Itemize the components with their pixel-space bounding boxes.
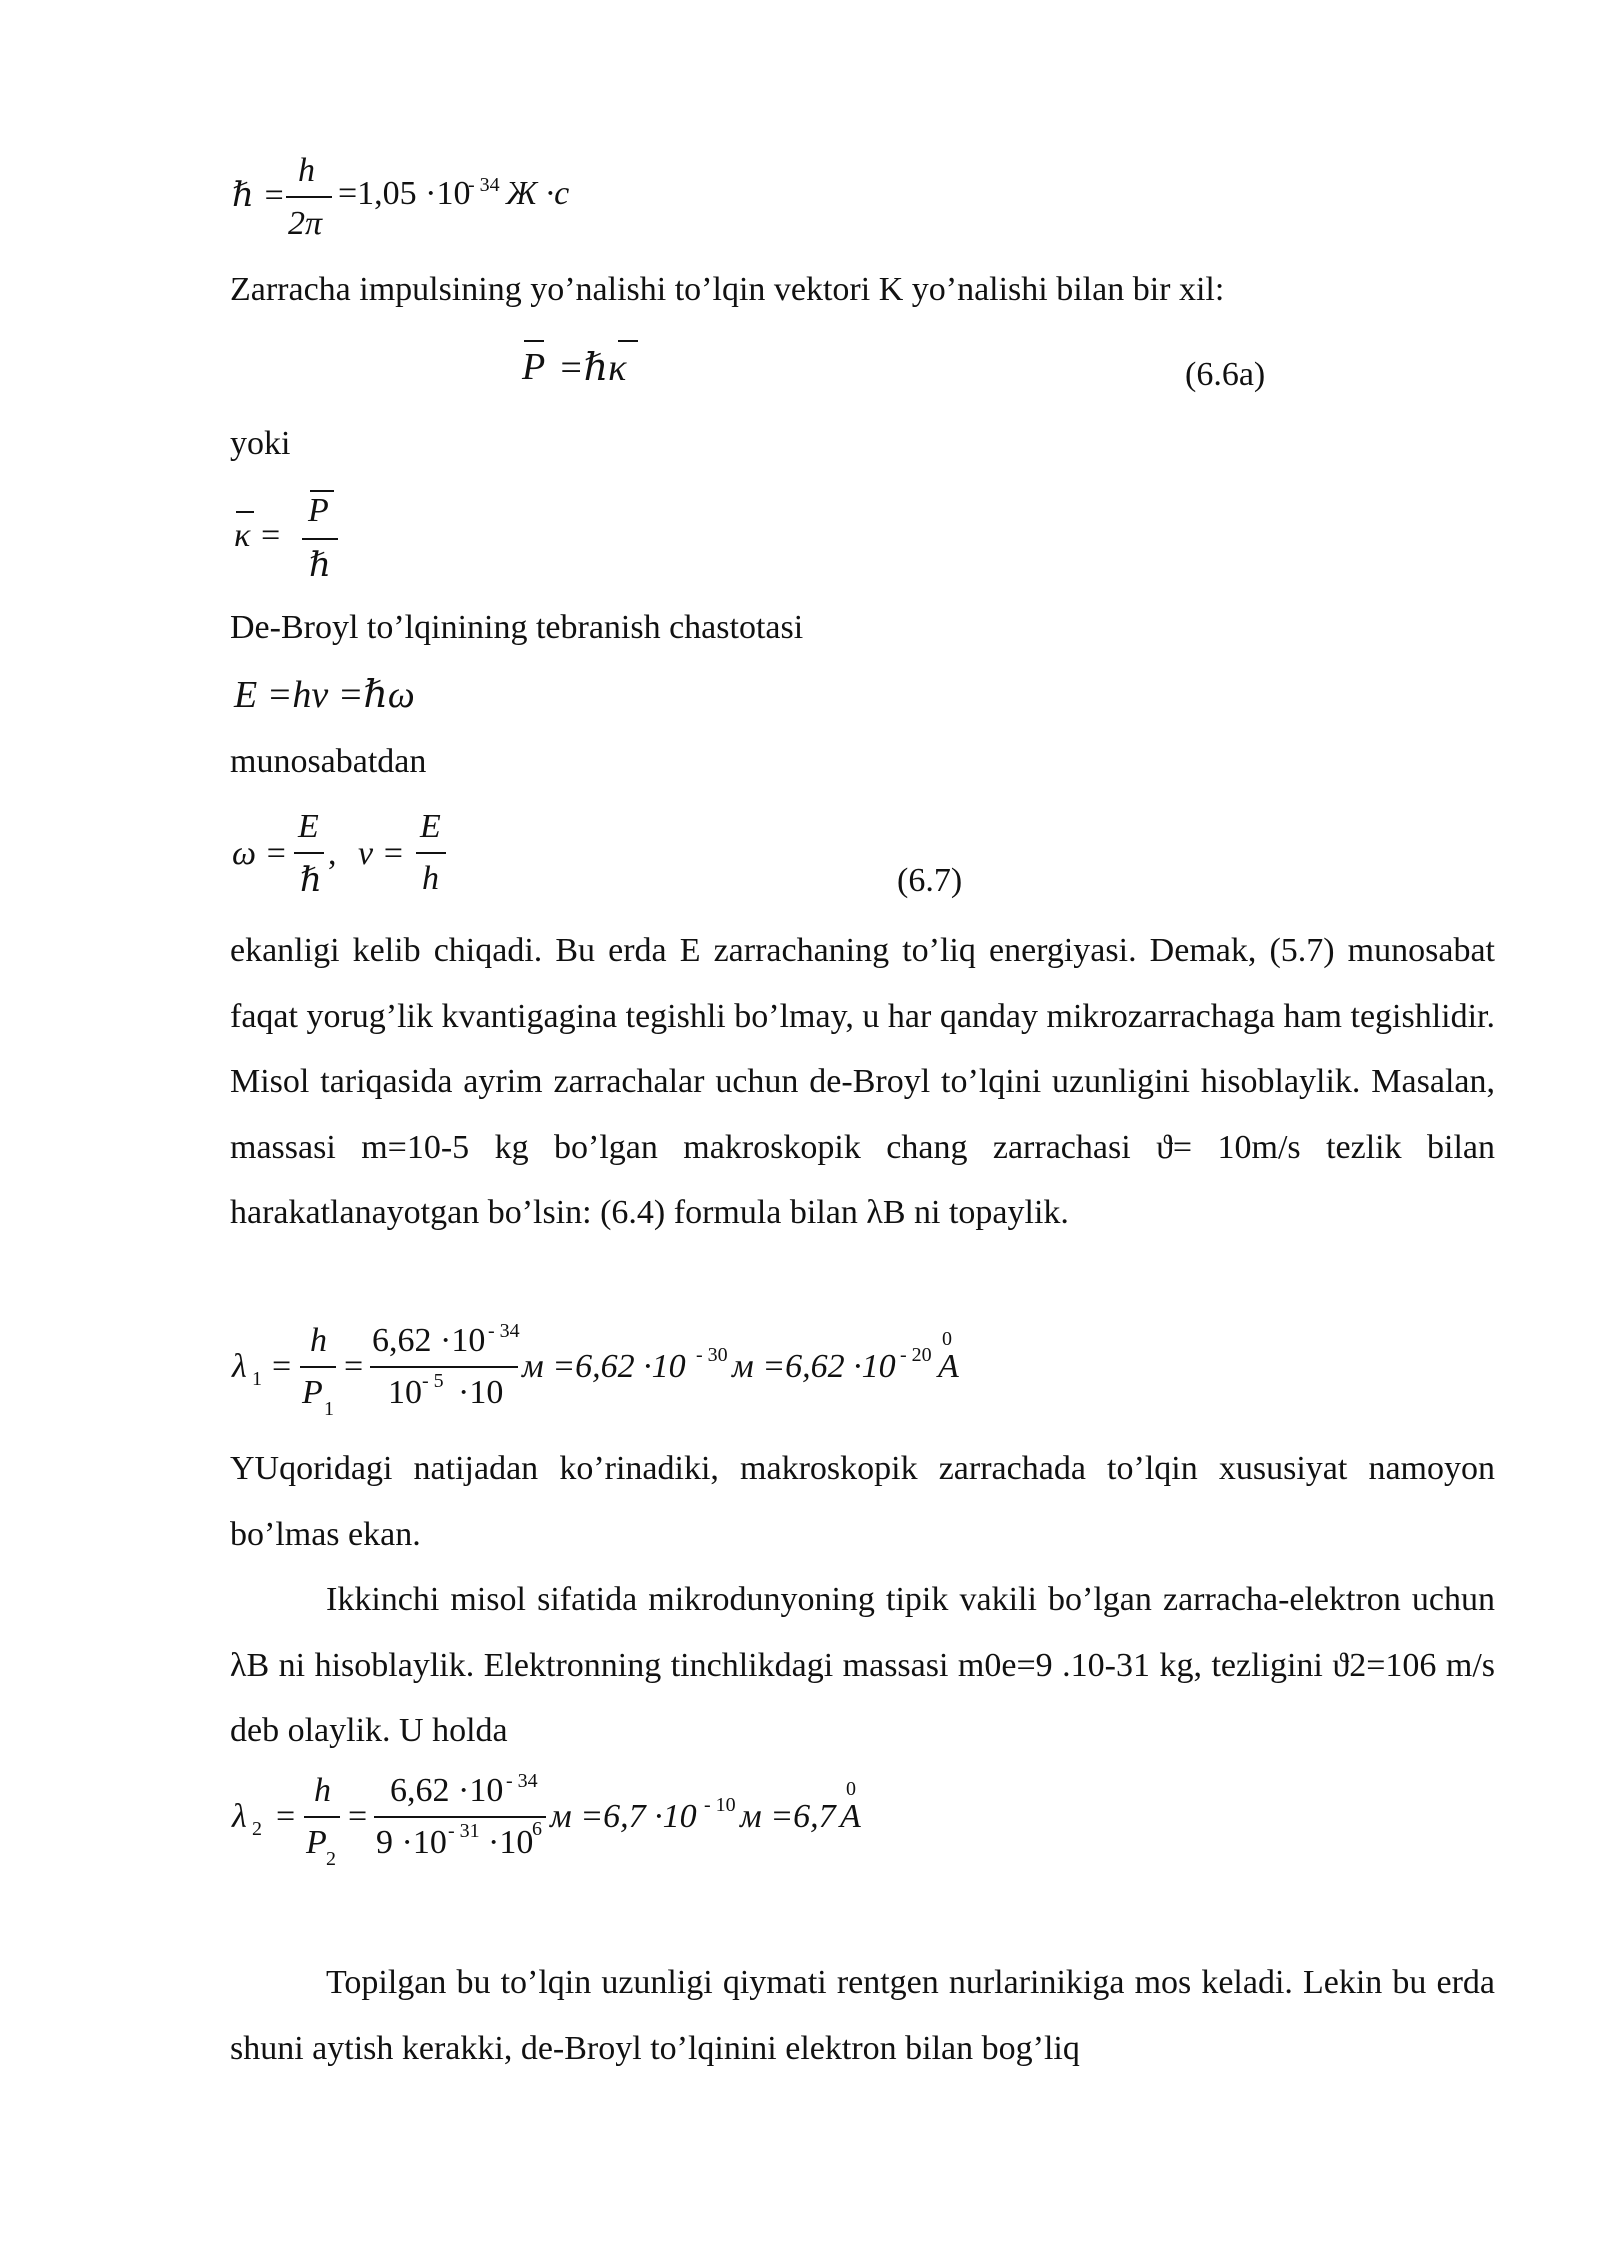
eq-result-2: м =6,7	[740, 1798, 836, 1835]
eq-kappa-numerator: P	[308, 492, 329, 529]
eq-hbar-unit: Ж ·с	[506, 175, 570, 212]
paragraph-3	[230, 1567, 1495, 1764]
eq-nu-denominator: h	[422, 860, 439, 897]
eq-denominator-exponent: - 5	[422, 1370, 444, 1392]
eq-result-2: м =6,62 ·10	[732, 1348, 896, 1385]
equation-energy: E =hν =ℏω	[234, 674, 415, 716]
fraction-bar	[416, 852, 446, 854]
eq-hbar-numerator: h	[298, 152, 315, 189]
eq-denominator-p: P	[306, 1824, 327, 1861]
fraction-bar	[374, 1816, 546, 1818]
eq-momentum-rhs: =ℏκ	[558, 347, 627, 389]
eq-nu-numerator: E	[420, 808, 441, 845]
eq-numerator-h: h	[314, 1772, 331, 1809]
paragraph-3-text: Ikkinchi misol sifatida mikrodunyoning tipik vakili bo’lgan zarracha-elektron uchun λB ni hisoblaylik. Elektronning tinchlikdagi massasi m0e=9 .10-31 kg, tezligini ϑ2=106 m/s deb olaylik. U holda	[230, 1581, 1495, 1749]
eq-denominator-tail: ·10	[488, 1824, 534, 1861]
eq-numerator-h: h	[310, 1322, 327, 1359]
fraction-bar	[302, 538, 338, 540]
eq-denominator-tail-exponent: 6	[532, 1818, 542, 1840]
angstrom-ring: 0	[942, 1328, 952, 1350]
eq-hbar-lhs: ℏ =	[232, 177, 286, 214]
fraction-bar	[300, 1366, 336, 1368]
eq-hbar-exponent: - 34	[468, 174, 500, 196]
vector-bar	[618, 340, 638, 342]
angstrom-symbol: A	[938, 1348, 959, 1385]
text-impulse-direction: Zarracha impulsining yo’nalishi to’lqin vektori K yo’nalishi bilan bir xil:	[230, 271, 1225, 308]
eq-nu-lhs: ν =	[358, 835, 405, 872]
eq-equals: =	[272, 1348, 292, 1385]
eq-result-1: м =6,62 ·10	[522, 1348, 686, 1385]
eq-denominator-subscript: 1	[324, 1398, 334, 1420]
eq-numerator-exponent: - 34	[488, 1320, 520, 1342]
eq-omega-numerator: E	[298, 808, 319, 845]
paragraph-4	[230, 1950, 1495, 2081]
paragraph-4-text: Topilgan bu to’lqin uzunligi qiymati rentgen nurlarinikiga mos keladi. Lekin bu erda shuni aytish kerakki, de-Broyl to’lqinini elektron bilan bog’liq	[230, 1964, 1495, 2067]
vector-bar	[524, 340, 544, 342]
eq-denominator-tail: ·10	[458, 1374, 504, 1411]
eq-result-2-exponent: - 20	[900, 1344, 932, 1366]
eq-omega-lhs: ω =	[232, 835, 288, 872]
eq-kappa-denominator: ℏ	[309, 547, 331, 584]
eq-result-1-exponent: - 30	[696, 1344, 728, 1366]
fraction-bar	[286, 196, 332, 198]
text-yoki: yoki	[230, 425, 291, 462]
equation-number: (6.7)	[897, 862, 963, 899]
fraction-bar	[304, 1816, 340, 1818]
eq-omega-denominator: ℏ	[300, 862, 322, 899]
eq-equals: =	[348, 1798, 368, 1835]
eq-result-1: м =6,7 ·10	[550, 1798, 697, 1835]
angstrom-symbol: A	[840, 1798, 861, 1835]
eq-kappa-lhs: κ =	[234, 517, 282, 554]
text-debroyl-frequency: De-Broyl to’lqinining tebranish chastotasi	[230, 609, 804, 646]
eq-numerator-value: 6,62 ·10	[372, 1322, 486, 1359]
eq-denominator-exponent: - 31	[448, 1820, 480, 1842]
eq-hbar-value: =1,05 ·10	[338, 175, 471, 212]
eq-lambda-symbol: λ	[232, 1348, 247, 1385]
eq-denominator-p: P	[302, 1374, 323, 1411]
paragraph-2: YUqoridagi natijadan ko’rinadiki, makroskopik zarrachada to’lqin xususiyat namoyon bo’lmas ekan.	[230, 1450, 1495, 1553]
text-munosabatdan: munosabatdan	[230, 743, 427, 780]
fraction-bar	[294, 852, 324, 854]
angstrom-ring: 0	[846, 1778, 856, 1800]
eq-denominator-value: 10	[388, 1374, 422, 1411]
eq-equals: =	[344, 1348, 364, 1385]
fraction-bar	[370, 1366, 518, 1368]
equation-number: (6.6a)	[1185, 356, 1266, 393]
eq-momentum-symbol: P	[522, 346, 546, 388]
eq-equals: =	[276, 1798, 296, 1835]
eq-lambda-symbol: λ	[232, 1798, 247, 1835]
eq-numerator-value: 6,62 ·10	[390, 1772, 504, 1809]
vector-bar	[236, 511, 254, 513]
paragraph-1: ekanligi kelib chiqadi. Bu erda E zarrachaning to’liq energiyasi. Demak, (5.7) munosabat faqat yorug’lik kvantigagina tegishli bo’lmay, u har qanday mikrozarrachaga ham tegishlidir. Misol tariqasida ayrim zarrachalar uchun de-Broyl to’lqini uzunligini hisoblaylik. Masalan, massasi m=10-5 kg bo’lgan makroskopik chang zarrachasi ϑ= 10m/s tezlik bilan harakatlanayotgan bo’lsin: (6.4) formula bilan λB ni topaylik.	[230, 932, 1495, 1231]
eq-hbar-denominator: 2π	[288, 205, 323, 242]
eq-denominator-subscript: 2	[326, 1848, 336, 1870]
eq-lambda-subscript: 1	[252, 1368, 262, 1390]
eq-denominator-value: 9 ·10	[376, 1824, 447, 1861]
eq-comma: ,	[328, 835, 337, 872]
eq-result-1-exponent: - 10	[704, 1794, 736, 1816]
eq-lambda-subscript: 2	[252, 1818, 262, 1840]
eq-numerator-exponent: - 34	[506, 1770, 538, 1792]
